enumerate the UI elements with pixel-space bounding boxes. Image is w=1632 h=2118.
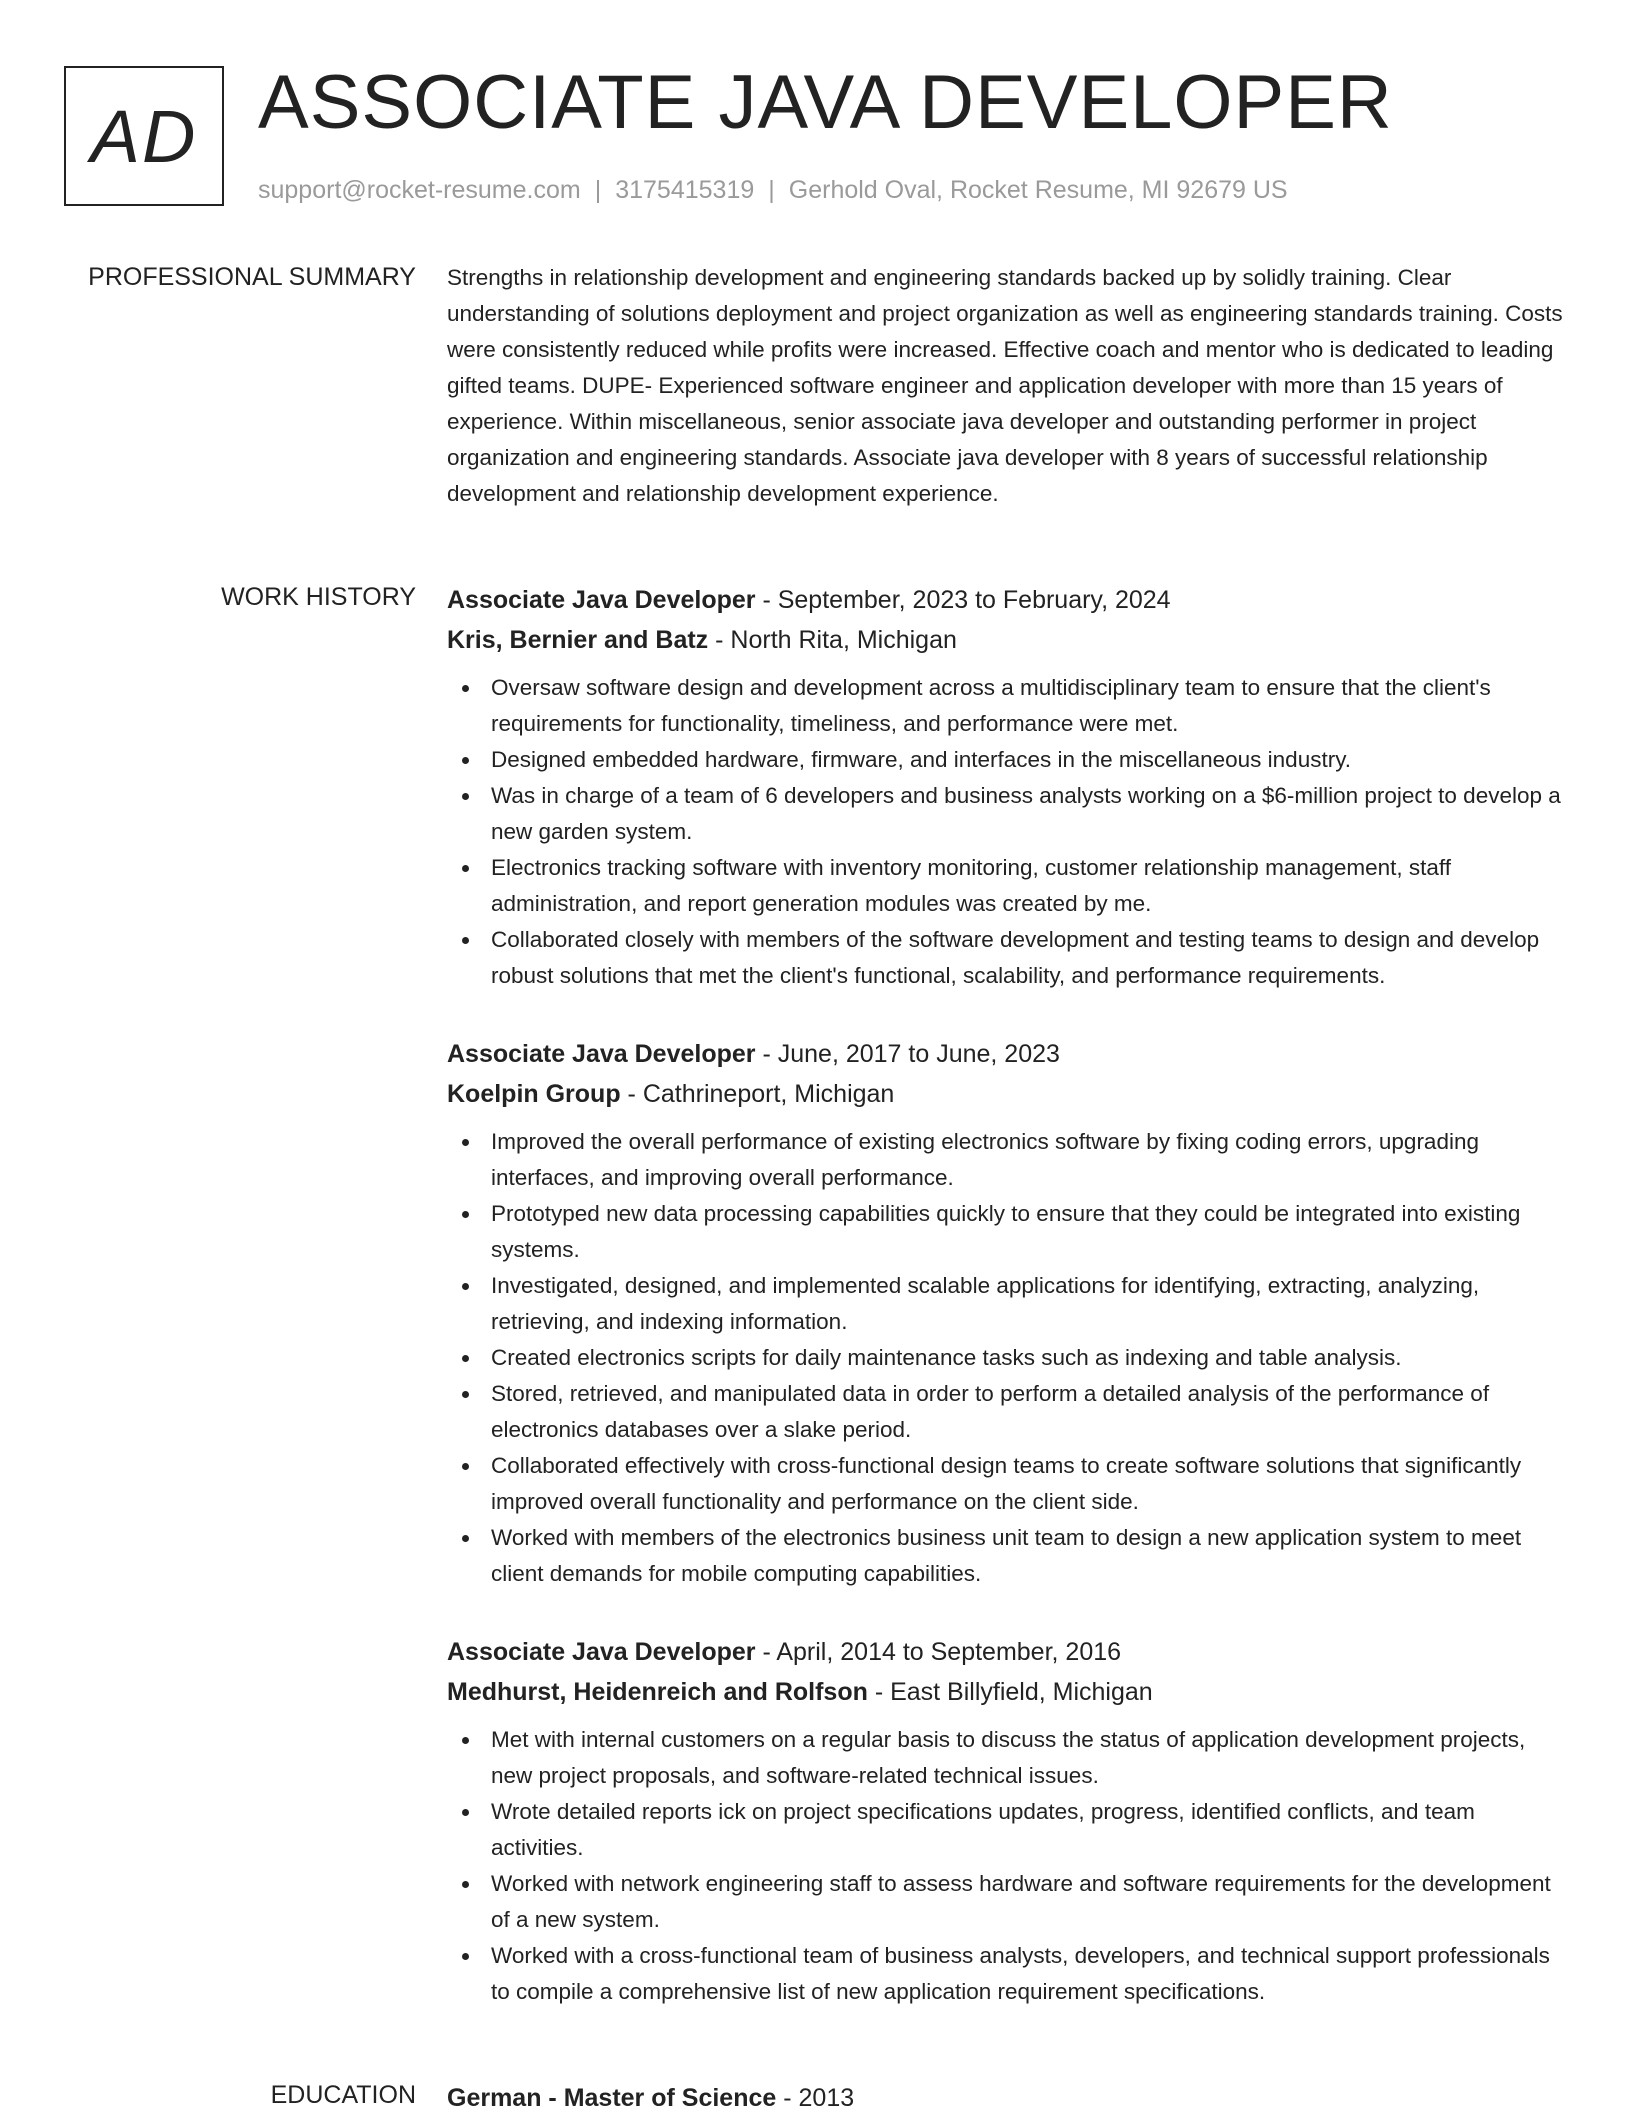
contact-separator: | bbox=[768, 176, 775, 204]
education-body bbox=[447, 2078, 1567, 2118]
job-company: Kris, Bernier and Batz bbox=[447, 626, 709, 654]
contact-separator: | bbox=[594, 176, 602, 204]
job-bullet: Met with internal customers on a regular basis to discuss the status of application development projects, new project proposals, and software-related technical issues. bbox=[447, 1722, 1567, 1794]
job-bullet: Wrote detailed reports ick on project specifications updates, progress, identified conflicts, and team activities. bbox=[447, 1794, 1567, 1866]
contact-email[interactable]: support@rocket-resume.com bbox=[258, 176, 581, 204]
contact-line bbox=[258, 174, 1288, 206]
work-history-body bbox=[447, 580, 1567, 2010]
job-title-line bbox=[447, 1034, 1567, 1074]
job-bullet: Was in charge of a team of 6 developers and business analysts working on a $6-million project to develop a new garden system. bbox=[447, 778, 1567, 850]
job-dates: - September, 2023 to February, 2024 bbox=[755, 586, 1171, 614]
contact-phone[interactable]: 3175415319 bbox=[615, 176, 755, 204]
job-title-line bbox=[447, 580, 1567, 620]
job-dates: - June, 2017 to June, 2023 bbox=[755, 1040, 1060, 1068]
job-company-line bbox=[447, 1672, 1567, 1712]
job-bullet: Electronics tracking software with inventory monitoring, customer relationship management, staff administration, and report generation modules was created by me. bbox=[447, 850, 1567, 922]
summary-label: PROFESSIONAL SUMMARY bbox=[88, 263, 416, 291]
job-bullet: Prototyped new data processing capabilities quickly to ensure that they could be integrated into existing systems. bbox=[447, 1196, 1567, 1268]
job-bullet: Worked with members of the electronics business unit team to design a new application system to meet client demands for mobile computing capabilities. bbox=[447, 1520, 1567, 1592]
job-bullet: Oversaw software design and development across a multidisciplinary team to ensure that the client's requirements for functionality, timeliness, and performance were met. bbox=[447, 670, 1567, 742]
job-dates: - April, 2014 to September, 2016 bbox=[755, 1638, 1122, 1666]
resume-title: ASSOCIATE JAVA DEVELOPER bbox=[258, 60, 1393, 145]
job-title-line bbox=[447, 1632, 1567, 1672]
job-bullet: Worked with network engineering staff to assess hardware and software requirements for the development of a new system. bbox=[447, 1866, 1567, 1938]
job-bullet: Improved the overall performance of existing electronics software by fixing coding errors, upgrading interfaces, and improving overall performance. bbox=[447, 1124, 1567, 1196]
job-bullet: Collaborated closely with members of the software development and testing teams to design and develop robust solutions that met the client's functional, scalability, and performance requirements. bbox=[447, 922, 1567, 994]
job-company: Koelpin Group bbox=[447, 1080, 621, 1108]
education-year: - 2013 bbox=[776, 2084, 855, 2112]
job-entry bbox=[447, 1034, 1567, 1592]
job-title: Associate Java Developer bbox=[447, 586, 756, 614]
work-history-label: WORK HISTORY bbox=[221, 583, 416, 611]
job-bullet: Investigated, designed, and implemented scalable applications for identifying, extracting, analyzing, retrieving, and indexing information. bbox=[447, 1268, 1567, 1340]
job-location: - East Billyfield, Michigan bbox=[867, 1678, 1153, 1706]
job-bullet-list bbox=[447, 1722, 1567, 2010]
summary-text: Strengths in relationship development and engineering standards backed up by solidly training. Clear understanding of solutions deployment and project organization as well as engineering standards training. Costs were consistently reduced while profits were increased. Effective coach and mentor who is dedicated to leading gifted teams. DUPE- Experienced software engineer and application developer with more than 15 years of experience. Within miscellaneous, senior associate java developer and outstanding performer in project organization and engineering standards. Associate java developer with 8 years of successful relationship development and relationship development experience. bbox=[447, 265, 1563, 506]
job-company-line bbox=[447, 1074, 1567, 1114]
job-company: Medhurst, Heidenreich and Rolfson bbox=[447, 1678, 868, 1706]
job-bullet: Collaborated effectively with cross-functional design teams to create software solutions that significantly improved overall functionality and performance on the client side. bbox=[447, 1448, 1567, 1520]
monogram-initials: AD bbox=[90, 94, 198, 178]
job-title: Associate Java Developer bbox=[447, 1040, 756, 1068]
education-degree: German - Master of Science bbox=[447, 2084, 777, 2112]
job-bullet: Stored, retrieved, and manipulated data in order to perform a detailed analysis of the performance of electronics databases over a slake period. bbox=[447, 1376, 1567, 1448]
education-label: EDUCATION bbox=[270, 2081, 416, 2109]
job-title: Associate Java Developer bbox=[447, 1638, 756, 1666]
job-bullet-list bbox=[447, 670, 1567, 994]
job-bullet-list bbox=[447, 1124, 1567, 1592]
summary-body bbox=[447, 260, 1567, 512]
job-entry bbox=[447, 1632, 1567, 2010]
job-bullet: Worked with a cross-functional team of business analysts, developers, and technical support professionals to compile a comprehensive list of new application requirement specifications. bbox=[447, 1938, 1567, 2010]
job-location: - Cathrineport, Michigan bbox=[620, 1080, 895, 1108]
education-entry bbox=[447, 2078, 1567, 2118]
monogram-box bbox=[64, 66, 224, 206]
job-bullet: Created electronics scripts for daily maintenance tasks such as indexing and table analysis. bbox=[447, 1340, 1567, 1376]
contact-address: Gerhold Oval, Rocket Resume, MI 92679 US bbox=[788, 176, 1288, 204]
job-location: - North Rita, Michigan bbox=[708, 626, 957, 654]
job-company-line bbox=[447, 620, 1567, 660]
job-entry bbox=[447, 580, 1567, 994]
job-bullet: Designed embedded hardware, firmware, and interfaces in the miscellaneous industry. bbox=[447, 742, 1567, 778]
